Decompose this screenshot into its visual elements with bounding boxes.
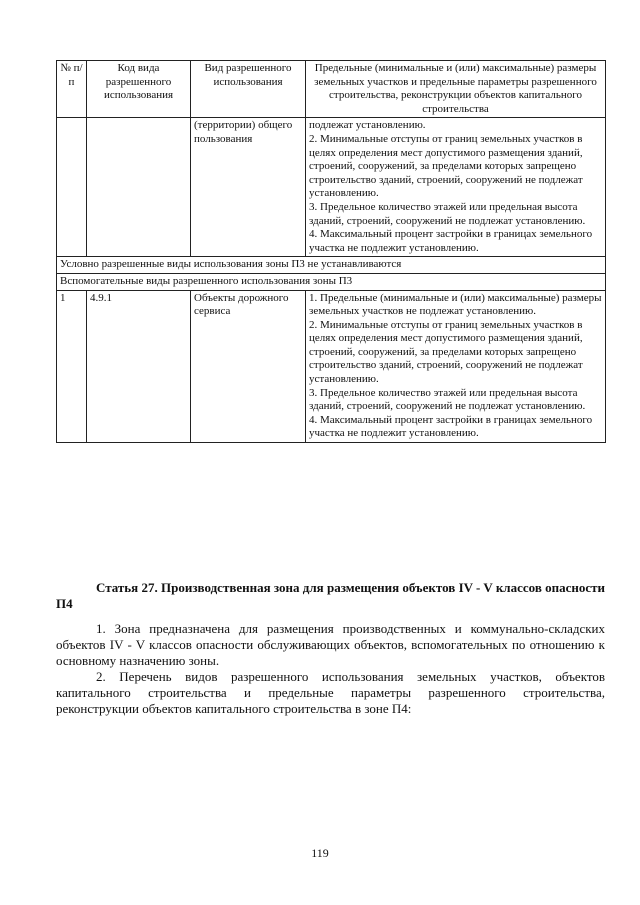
param-line: подлежат установлению.	[309, 119, 426, 132]
header-params: Предельные (минимальные и (или) максимальные) размеры земельных участков и предельные параметры разрешенного строительства, реконструкции объектов капитального строительства	[306, 61, 606, 118]
table-header-row	[57, 61, 606, 118]
section-conditional-label: Условно разрешенные виды использования зоны П3 не устанавливаются	[57, 257, 606, 274]
section-row-auxiliary	[57, 273, 606, 290]
land-use-table	[56, 60, 606, 443]
param-line: 2. Минимальные отступы от границ земельных участков в целях определения мест допустимого размещения зданий, строений, сооружений, за пределами которых запрещено строительство зданий, строений, сооружений не подлежат установлению.	[309, 318, 583, 386]
article-paragraph-1: 1. Зона предназначена для размещения производственных и коммунально-складских объектов IV - V классов опасности обслуживающих объектов, вспомогательных по отношению к основному назначению зоны.	[56, 621, 605, 668]
page-number: 119	[311, 846, 329, 860]
section-auxiliary-label: Вспомогательные виды разрешенного использования зоны П3	[57, 273, 606, 290]
cell-num: 1	[57, 290, 87, 443]
param-line: 4. Максимальный процент застройки в границах земельного участка не подлежит установлению.	[309, 413, 593, 440]
article-paragraph-2: 2. Перечень видов разрешенного использования земельных участков, объектов капитального строительства и предельные параметры разрешенного строительства, реконструкции объектов капитального строительства в зоне П4:	[56, 669, 605, 716]
table-row	[57, 290, 606, 443]
cell-num	[57, 118, 87, 257]
header-num: № п/п	[57, 61, 87, 118]
param-line: 3. Предельное количество этажей или предельная высота зданий, строений, сооружений не подлежат установлению.	[309, 200, 586, 227]
param-line: 1. Предельные (минимальные и (или) максимальные) размеры земельных участков не подлежат установлению.	[309, 291, 602, 318]
param-line: 4. Максимальный процент застройки в границах земельного участка не подлежит установлению.	[309, 228, 593, 254]
header-kind: Вид разрешенного использования	[191, 61, 306, 118]
table-row-continued	[57, 118, 606, 257]
cell-params	[306, 118, 606, 257]
section-row-conditional	[57, 257, 606, 274]
article-title: Статья 27. Производственная зона для размещения объектов IV - V классов опасности П4	[56, 580, 605, 611]
param-line: 2. Минимальные отступы от границ земельных участков в целях определения мест допустимого размещения зданий, строений, сооружений, за пределами которых запрещено строительство зданий, строений, сооружений не подлежат установлению.	[309, 132, 583, 200]
cell-kind: (территории) общего пользования	[191, 118, 306, 257]
cell-code: 4.9.1	[87, 290, 191, 443]
param-line: 3. Предельное количество этажей или предельная высота зданий, строений, сооружений не подлежат установлению.	[309, 386, 586, 413]
cell-kind: Объекты дорожного сервиса	[191, 290, 306, 443]
cell-code	[87, 118, 191, 257]
header-code: Код вида разрешенного использования	[87, 61, 191, 118]
cell-params	[306, 290, 606, 443]
